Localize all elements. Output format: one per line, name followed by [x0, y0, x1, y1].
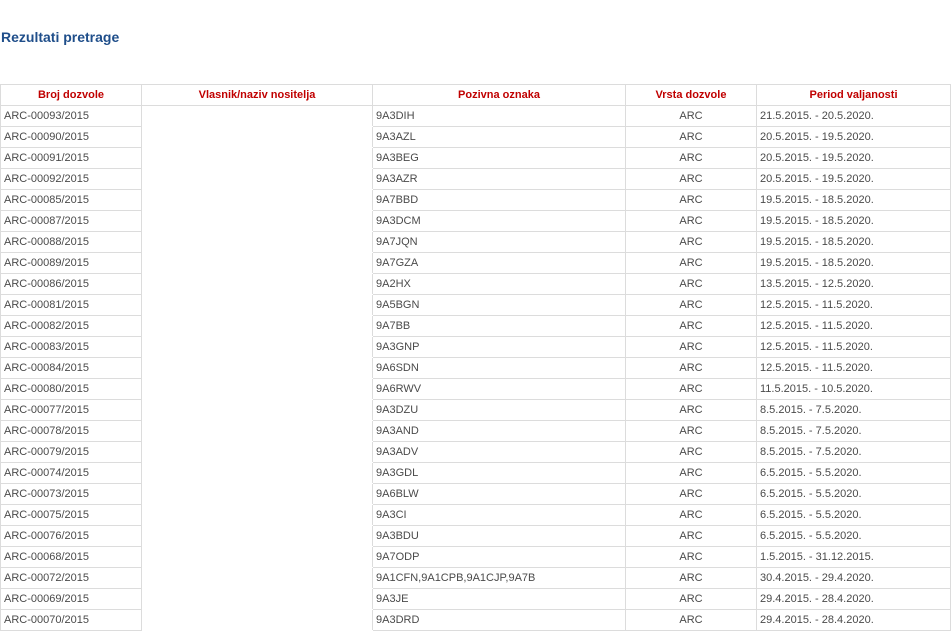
table-row[interactable] [1, 295, 951, 316]
owner-name-cell [142, 337, 373, 358]
owner-name-cell [142, 127, 373, 148]
validity-period-cell: 6.5.2015. - 5.5.2020. [757, 526, 951, 547]
table-row[interactable] [1, 127, 951, 148]
page-title: Rezultati pretrage [1, 29, 120, 45]
table-header [1, 85, 951, 106]
owner-name-cell [142, 106, 373, 127]
call-sign-cell: 9A3ADV [373, 442, 626, 463]
permit-number-cell: ARC-00074/2015 [1, 463, 142, 484]
owner-name-cell [142, 568, 373, 589]
permit-type-cell: ARC [626, 400, 757, 421]
owner-name-cell [142, 358, 373, 379]
permit-number-cell: ARC-00081/2015 [1, 295, 142, 316]
validity-period-cell: 20.5.2015. - 19.5.2020. [757, 169, 951, 190]
owner-name-cell [142, 190, 373, 211]
validity-period-cell: 11.5.2015. - 10.5.2020. [757, 379, 951, 400]
column-header-broj-dozvole[interactable]: Broj dozvole [1, 85, 142, 106]
owner-redaction-block [142, 253, 302, 274]
call-sign-cell: 9A3DCM [373, 211, 626, 232]
permit-number-cell: ARC-00089/2015 [1, 253, 142, 274]
permit-type-cell: ARC [626, 547, 757, 568]
validity-period-cell: 12.5.2015. - 11.5.2020. [757, 316, 951, 337]
owner-redaction-block [142, 589, 302, 610]
owner-name-cell [142, 232, 373, 253]
permit-type-cell: ARC [626, 358, 757, 379]
permit-type-cell: ARC [626, 337, 757, 358]
owner-redaction-block [142, 358, 302, 379]
owner-redaction-block [142, 148, 302, 169]
owner-redaction-block [142, 526, 302, 547]
call-sign-cell: 9A1CFN,9A1CPB,9A1CJP,9A7B [373, 568, 626, 589]
table-row[interactable] [1, 421, 951, 442]
owner-name-cell [142, 610, 373, 631]
table-row[interactable] [1, 568, 951, 589]
call-sign-cell: 9A5BGN [373, 295, 626, 316]
validity-period-cell: 19.5.2015. - 18.5.2020. [757, 232, 951, 253]
call-sign-cell: 9A3BDU [373, 526, 626, 547]
owner-name-cell [142, 169, 373, 190]
permit-number-cell: ARC-00085/2015 [1, 190, 142, 211]
permit-number-cell: ARC-00080/2015 [1, 379, 142, 400]
call-sign-cell: 9A3DZU [373, 400, 626, 421]
owner-redaction-block [142, 505, 302, 526]
owner-name-cell [142, 421, 373, 442]
permit-number-cell: ARC-00082/2015 [1, 316, 142, 337]
owner-redaction-block [142, 295, 302, 316]
permit-type-cell: ARC [626, 568, 757, 589]
column-header-vrsta-dozvole[interactable]: Vrsta dozvole [626, 85, 757, 106]
owner-name-cell [142, 316, 373, 337]
validity-period-cell: 8.5.2015. - 7.5.2020. [757, 421, 951, 442]
permit-type-cell: ARC [626, 106, 757, 127]
permit-number-cell: ARC-00086/2015 [1, 274, 142, 295]
call-sign-cell: 9A6RWV [373, 379, 626, 400]
column-header-vlasnik[interactable]: Vlasnik/naziv nositelja [142, 85, 373, 106]
permit-number-cell: ARC-00068/2015 [1, 547, 142, 568]
permit-type-cell: ARC [626, 274, 757, 295]
validity-period-cell: 1.5.2015. - 31.12.2015. [757, 547, 951, 568]
permit-number-cell: ARC-00077/2015 [1, 400, 142, 421]
owner-redaction-block [142, 421, 302, 442]
table-row[interactable] [1, 211, 951, 232]
owner-redaction-block [142, 442, 302, 463]
call-sign-cell: 9A3AZL [373, 127, 626, 148]
permit-number-cell: ARC-00073/2015 [1, 484, 142, 505]
owner-name-cell [142, 253, 373, 274]
table-row[interactable] [1, 484, 951, 505]
validity-period-cell: 30.4.2015. - 29.4.2020. [757, 568, 951, 589]
owner-redaction-block [142, 610, 302, 631]
permit-type-cell: ARC [626, 232, 757, 253]
owner-name-cell [142, 526, 373, 547]
owner-redaction-block [142, 568, 302, 589]
table-row[interactable] [1, 169, 951, 190]
permit-type-cell: ARC [626, 505, 757, 526]
validity-period-cell: 12.5.2015. - 11.5.2020. [757, 358, 951, 379]
call-sign-cell: 9A3BEG [373, 148, 626, 169]
owner-redaction-block [142, 127, 302, 148]
call-sign-cell: 9A3DRD [373, 610, 626, 631]
call-sign-cell: 9A6SDN [373, 358, 626, 379]
call-sign-cell: 9A3DIH [373, 106, 626, 127]
permit-type-cell: ARC [626, 190, 757, 211]
table-row[interactable] [1, 190, 951, 211]
owner-redaction-block [142, 106, 302, 127]
table-row[interactable] [1, 232, 951, 253]
call-sign-cell: 9A2HX [373, 274, 626, 295]
permit-type-cell: ARC [626, 589, 757, 610]
permit-number-cell: ARC-00079/2015 [1, 442, 142, 463]
permit-number-cell: ARC-00069/2015 [1, 589, 142, 610]
owner-name-cell [142, 442, 373, 463]
validity-period-cell: 19.5.2015. - 18.5.2020. [757, 211, 951, 232]
validity-period-cell: 19.5.2015. - 18.5.2020. [757, 190, 951, 211]
call-sign-cell: 9A6BLW [373, 484, 626, 505]
owner-name-cell [142, 211, 373, 232]
permit-number-cell: ARC-00092/2015 [1, 169, 142, 190]
table-row[interactable] [1, 589, 951, 610]
table-row[interactable] [1, 253, 951, 274]
permit-type-cell: ARC [626, 526, 757, 547]
owner-name-cell [142, 379, 373, 400]
call-sign-cell: 9A3AZR [373, 169, 626, 190]
owner-name-cell [142, 148, 373, 169]
validity-period-cell: 8.5.2015. - 7.5.2020. [757, 442, 951, 463]
table-header-row [1, 85, 951, 106]
owner-redaction-block [142, 379, 302, 400]
call-sign-cell: 9A3GDL [373, 463, 626, 484]
table-row[interactable] [1, 148, 951, 169]
owner-name-cell [142, 505, 373, 526]
permit-type-cell: ARC [626, 148, 757, 169]
validity-period-cell: 12.5.2015. - 11.5.2020. [757, 337, 951, 358]
permit-type-cell: ARC [626, 316, 757, 337]
owner-redaction-block [142, 232, 302, 253]
permit-number-cell: ARC-00083/2015 [1, 337, 142, 358]
permit-number-cell: ARC-00087/2015 [1, 211, 142, 232]
table-row[interactable] [1, 610, 951, 631]
owner-redaction-block [142, 484, 302, 505]
call-sign-cell: 9A3AND [373, 421, 626, 442]
owner-redaction-block [142, 190, 302, 211]
permit-type-cell: ARC [626, 295, 757, 316]
owner-redaction-block [142, 211, 302, 232]
call-sign-cell: 9A3JE [373, 589, 626, 610]
permit-type-cell: ARC [626, 379, 757, 400]
table-row[interactable] [1, 400, 951, 421]
validity-period-cell: 6.5.2015. - 5.5.2020. [757, 505, 951, 526]
table-row[interactable] [1, 358, 951, 379]
owner-name-cell [142, 400, 373, 421]
validity-period-cell: 20.5.2015. - 19.5.2020. [757, 127, 951, 148]
permit-type-cell: ARC [626, 484, 757, 505]
table-body [1, 106, 951, 631]
owner-redaction-block [142, 463, 302, 484]
call-sign-cell: 9A3GNP [373, 337, 626, 358]
owner-redaction-block [142, 169, 302, 190]
call-sign-cell: 9A7BB [373, 316, 626, 337]
validity-period-cell: 8.5.2015. - 7.5.2020. [757, 400, 951, 421]
permit-type-cell: ARC [626, 463, 757, 484]
owner-redaction-block [142, 337, 302, 358]
validity-period-cell: 21.5.2015. - 20.5.2020. [757, 106, 951, 127]
permit-number-cell: ARC-00070/2015 [1, 610, 142, 631]
validity-period-cell: 13.5.2015. - 12.5.2020. [757, 274, 951, 295]
permit-number-cell: ARC-00093/2015 [1, 106, 142, 127]
permit-type-cell: ARC [626, 253, 757, 274]
owner-redaction-block [142, 316, 302, 337]
table-row[interactable] [1, 337, 951, 358]
permit-number-cell: ARC-00091/2015 [1, 148, 142, 169]
validity-period-cell: 29.4.2015. - 28.4.2020. [757, 610, 951, 631]
table-row[interactable] [1, 463, 951, 484]
permit-number-cell: ARC-00078/2015 [1, 421, 142, 442]
validity-period-cell: 6.5.2015. - 5.5.2020. [757, 484, 951, 505]
owner-name-cell [142, 274, 373, 295]
permit-type-cell: ARC [626, 421, 757, 442]
permit-type-cell: ARC [626, 442, 757, 463]
permit-number-cell: ARC-00084/2015 [1, 358, 142, 379]
permit-number-cell: ARC-00090/2015 [1, 127, 142, 148]
owner-redaction-block [142, 547, 302, 568]
permit-type-cell: ARC [626, 610, 757, 631]
validity-period-cell: 6.5.2015. - 5.5.2020. [757, 463, 951, 484]
permit-type-cell: ARC [626, 169, 757, 190]
table-row[interactable] [1, 505, 951, 526]
table-row[interactable] [1, 316, 951, 337]
permit-number-cell: ARC-00072/2015 [1, 568, 142, 589]
owner-name-cell [142, 463, 373, 484]
permit-type-cell: ARC [626, 211, 757, 232]
owner-name-cell [142, 547, 373, 568]
call-sign-cell: 9A7ODP [373, 547, 626, 568]
owner-name-cell [142, 484, 373, 505]
validity-period-cell: 12.5.2015. - 11.5.2020. [757, 295, 951, 316]
column-header-pozivna-oznaka[interactable]: Pozivna oznaka [373, 85, 626, 106]
table-row[interactable] [1, 379, 951, 400]
results-table [0, 84, 951, 631]
table-row[interactable] [1, 526, 951, 547]
table-row[interactable] [1, 442, 951, 463]
permit-number-cell: ARC-00075/2015 [1, 505, 142, 526]
call-sign-cell: 9A3CI [373, 505, 626, 526]
permit-number-cell: ARC-00076/2015 [1, 526, 142, 547]
owner-name-cell [142, 589, 373, 610]
permit-type-cell: ARC [626, 127, 757, 148]
column-header-period-valjanosti[interactable]: Period valjanosti [757, 85, 951, 106]
call-sign-cell: 9A7BBD [373, 190, 626, 211]
validity-period-cell: 19.5.2015. - 18.5.2020. [757, 253, 951, 274]
call-sign-cell: 9A7GZA [373, 253, 626, 274]
table-row[interactable] [1, 106, 951, 127]
owner-redaction-block [142, 400, 302, 421]
validity-period-cell: 29.4.2015. - 28.4.2020. [757, 589, 951, 610]
owner-name-cell [142, 295, 373, 316]
call-sign-cell: 9A7JQN [373, 232, 626, 253]
validity-period-cell: 20.5.2015. - 19.5.2020. [757, 148, 951, 169]
table-row[interactable] [1, 547, 951, 568]
owner-redaction-block [142, 274, 302, 295]
permit-number-cell: ARC-00088/2015 [1, 232, 142, 253]
table-row[interactable] [1, 274, 951, 295]
